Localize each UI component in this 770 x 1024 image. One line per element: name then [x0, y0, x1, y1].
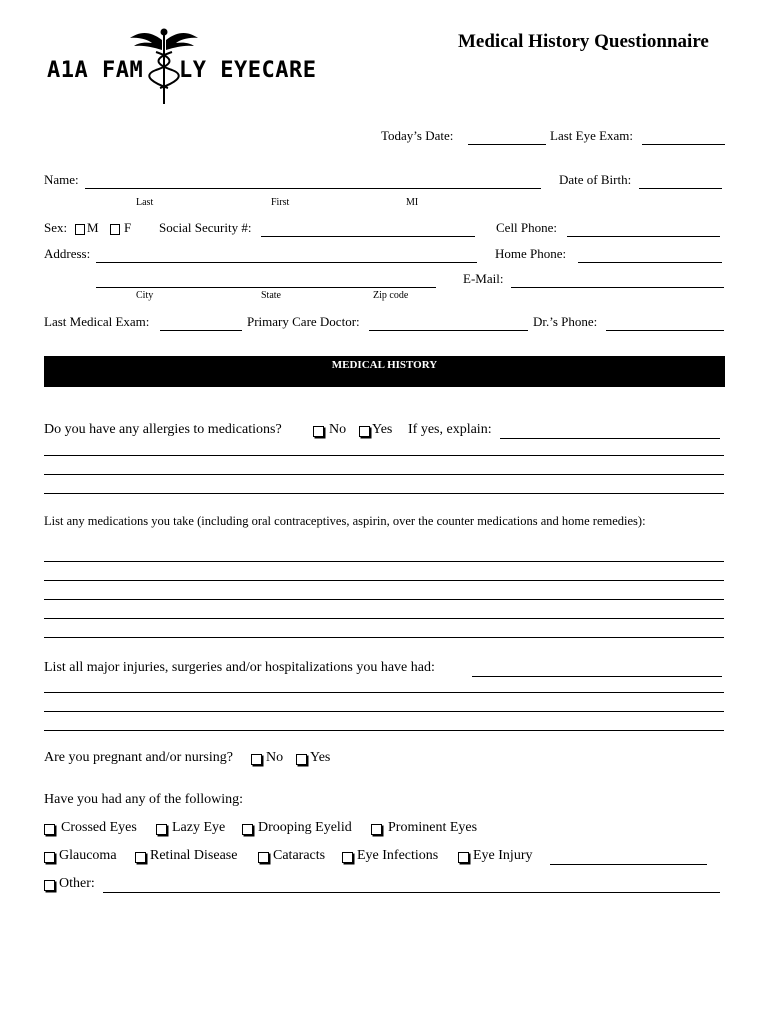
ssn-label: Social Security #:: [159, 220, 252, 235]
injuries-field[interactable]: [472, 660, 722, 678]
other-checkbox[interactable]: [42, 877, 58, 895]
cell-phone-label: Cell Phone:: [496, 220, 558, 235]
eye-infections-checkbox[interactable]: [340, 849, 356, 867]
allergies-no-label: No: [329, 422, 347, 437]
last-eye-exam-label: Last Eye Exam:: [550, 128, 634, 143]
crossed-eyes-label: Crossed Eyes: [61, 820, 137, 835]
address-field[interactable]: [96, 246, 477, 264]
todays-date-field[interactable]: [468, 128, 546, 146]
email-field[interactable]: [511, 271, 724, 289]
pregnant-yes-checkbox[interactable]: [294, 751, 310, 769]
clinic-logo: [44, 24, 344, 106]
dr-phone-label: Dr.’s Phone:: [533, 314, 598, 329]
pregnant-yes-label: Yes: [310, 750, 331, 765]
pregnant-no-checkbox[interactable]: [249, 751, 265, 769]
pregnant-question: Are you pregnant and/or nursing?: [44, 750, 233, 765]
section-banner: [44, 356, 725, 387]
injuries-line-2[interactable]: [44, 711, 724, 712]
sex-m-checkbox[interactable]: [72, 221, 88, 239]
medications-line-5[interactable]: [44, 637, 724, 638]
name-field[interactable]: [85, 172, 541, 190]
medications-question: List any medications you take (including oral contraceptives, aspirin, over the counter medications and home remedies):: [44, 514, 646, 528]
allergies-question: Do you have any allergies to medications?: [44, 422, 282, 437]
cataracts-label: Cataracts: [273, 848, 326, 863]
lazy-eye-label: Lazy Eye: [172, 820, 226, 835]
lazy-eye-checkbox[interactable]: [154, 821, 170, 839]
primary-care-field[interactable]: [369, 314, 528, 332]
dob-field[interactable]: [639, 172, 722, 190]
pregnant-no-label: No: [266, 750, 284, 765]
medications-line-4[interactable]: [44, 618, 724, 619]
todays-date-label: Today’s Date:: [381, 128, 454, 143]
logo-text-left: A1A FAM: [47, 58, 144, 83]
address-line2-field[interactable]: [96, 271, 436, 289]
section-title: MEDICAL HISTORY: [331, 359, 438, 371]
allergies-explain-field[interactable]: [500, 422, 720, 440]
allergies-yes-checkbox[interactable]: [357, 423, 373, 441]
primary-care-label: Primary Care Doctor:: [247, 314, 360, 329]
other-label: Other:: [59, 876, 95, 891]
home-phone-field[interactable]: [578, 246, 722, 264]
injuries-line-3[interactable]: [44, 730, 724, 731]
page-title: Medical History Questionnaire: [458, 31, 709, 52]
allergies-line-1[interactable]: [44, 455, 724, 456]
email-label: E-Mail:: [463, 271, 504, 286]
retinal-disease-label: Retinal Disease: [150, 848, 238, 863]
logo-text-right: LY EYECARE: [179, 58, 317, 83]
medications-line-2[interactable]: [44, 580, 724, 581]
eye-injury-field[interactable]: [550, 848, 707, 866]
allergies-no-checkbox[interactable]: [311, 423, 327, 441]
dob-label: Date of Birth:: [559, 172, 632, 187]
injuries-question: List all major injuries, surgeries and/or hospitalizations you have had:: [44, 660, 435, 675]
dr-phone-field[interactable]: [606, 314, 724, 332]
sub-label-city: City: [136, 290, 154, 301]
cell-phone-field[interactable]: [567, 220, 720, 238]
ssn-field[interactable]: [261, 220, 475, 238]
cataracts-checkbox[interactable]: [256, 849, 272, 867]
other-field[interactable]: [103, 876, 720, 894]
sex-m-label: M: [87, 220, 99, 235]
sex-f-checkbox[interactable]: [107, 221, 123, 239]
medications-line-1[interactable]: [44, 561, 724, 562]
allergies-yes-label: Yes: [372, 422, 393, 437]
address-label: Address:: [44, 246, 91, 261]
home-phone-label: Home Phone:: [495, 246, 567, 261]
sub-label-first: First: [271, 197, 290, 208]
last-eye-exam-field[interactable]: [642, 128, 725, 146]
sub-label-state: State: [261, 290, 281, 301]
sub-label-mi: MI: [406, 197, 419, 208]
drooping-eyelid-checkbox[interactable]: [240, 821, 256, 839]
medications-line-3[interactable]: [44, 599, 724, 600]
retinal-disease-checkbox[interactable]: [133, 849, 149, 867]
glaucoma-checkbox[interactable]: [42, 849, 58, 867]
sub-label-zip: Zip code: [373, 290, 409, 301]
allergies-line-2[interactable]: [44, 474, 724, 475]
allergies-line-3[interactable]: [44, 493, 724, 494]
eye-injury-checkbox[interactable]: [456, 849, 472, 867]
eye-infections-label: Eye Infections: [357, 848, 439, 863]
glaucoma-label: Glaucoma: [59, 848, 117, 863]
if-yes-label: If yes, explain:: [408, 422, 492, 437]
sex-f-label: F: [124, 220, 132, 235]
sub-label-last: Last: [136, 197, 154, 208]
name-label: Name:: [44, 172, 79, 187]
sex-label: Sex:: [44, 220, 68, 235]
prominent-eyes-label: Prominent Eyes: [388, 820, 478, 835]
injuries-line-1[interactable]: [44, 692, 724, 693]
eye-injury-label: Eye Injury: [473, 848, 533, 863]
last-medical-exam-label: Last Medical Exam:: [44, 314, 150, 329]
last-medical-exam-field[interactable]: [160, 314, 242, 332]
drooping-eyelid-label: Drooping Eyelid: [258, 820, 352, 835]
prominent-eyes-checkbox[interactable]: [369, 821, 385, 839]
crossed-eyes-checkbox[interactable]: [42, 821, 58, 839]
conditions-question: Have you had any of the following:: [44, 792, 244, 807]
